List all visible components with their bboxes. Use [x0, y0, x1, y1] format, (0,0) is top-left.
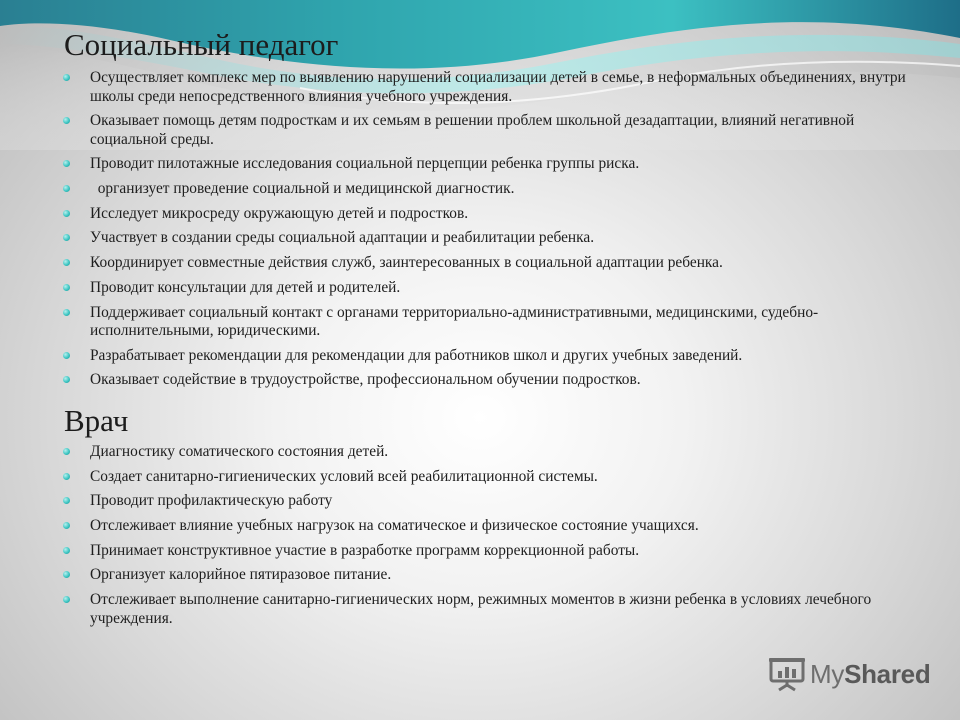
list-item-text: Проводит пилотажные исследования социальной перцепции ребенка группы риска.: [90, 155, 640, 173]
list-item-text: Осуществляет комплекс мер по выявлению нарушений социализации детей в семье, в неформальных объединениях, внутри школы среди непосредственного влияния учебного учреждения.: [90, 69, 906, 105]
bullet-icon: [63, 185, 70, 192]
list-item: [62, 566, 922, 585]
bullet-icon: [63, 497, 70, 504]
list-item: [62, 517, 922, 536]
bullet-icon: [63, 210, 70, 217]
watermark-brand-bold: Shared: [844, 658, 931, 689]
list-item-text: Оказывает помощь детям подросткам и их семьям в решении проблем школьной дезадаптации, влияний негативной социальной среды.: [90, 112, 855, 148]
bullet-icon: [63, 547, 70, 554]
bullet-icon: [63, 160, 70, 167]
bullet-icon: [63, 352, 70, 359]
list-item-text: Разрабатывает рекомендации для рекомендации для работников школ и других учебных заведений.: [90, 346, 743, 364]
bullet-icon: [63, 473, 70, 480]
bullet-icon: [63, 284, 70, 291]
list-item-text: Создает санитарно-гигиенических условий всей реабилитационной системы.: [90, 467, 598, 485]
section-title-social-pedagogue: Социальный педагог: [64, 27, 339, 62]
list-item: [62, 155, 922, 174]
watermark-brand-light: My: [810, 658, 845, 689]
bullet-icon: [63, 74, 70, 81]
myshared-watermark: [768, 656, 930, 692]
list-item-text: Организует калорийное пятиразовое питание.: [90, 566, 392, 584]
bullet-icon: [63, 234, 70, 241]
list-item: [62, 492, 922, 511]
bullet-icon: [63, 448, 70, 455]
list-item: [62, 254, 922, 273]
list-item-text: Проводит профилактическую работу: [90, 492, 333, 510]
list-item-text: Принимает конструктивное участие в разработке программ коррекционной работы.: [90, 541, 640, 559]
list-item-text: Координирует совместные действия служб, заинтересованных в социальной адаптации ребенка.: [90, 254, 723, 272]
bullet-icon: [63, 522, 70, 529]
bullet-icon: [63, 571, 70, 578]
list-item: [62, 229, 922, 248]
bullet-icon: [63, 596, 70, 603]
doctor-duties-list: [62, 443, 922, 634]
list-item: [62, 542, 922, 561]
list-item-text: Поддерживает социальный контакт с органами территориально-административными, медицинскими, судебно-исполнительными, юридическими.: [90, 303, 819, 339]
list-item-text: Диагностику соматического состояния детей.: [90, 443, 389, 460]
list-item: [62, 468, 922, 487]
presentation-board-icon: [768, 656, 806, 692]
section-title-doctor: Врач: [64, 403, 129, 438]
list-item-text: Проводит консультации для детей и родителей.: [90, 278, 401, 296]
list-item: [62, 112, 922, 149]
list-item: [62, 304, 922, 341]
list-item-text: Отслеживает влияние учебных нагрузок на соматическое и физическое состояние учащихся.: [90, 517, 699, 535]
list-item: [62, 180, 922, 199]
list-item: [62, 347, 922, 366]
list-item-text: Участвует в создании среды социальной адаптации и реабилитации ребенка.: [90, 229, 595, 247]
list-item-text: Отслеживает выполнение санитарно-гигиенических норм, режимных моментов в жизни ребенка в условиях лечебного учреждения.: [90, 591, 872, 627]
bullet-icon: [63, 117, 70, 124]
list-item: [62, 279, 922, 298]
list-item-text: организует проведение социальной и медицинской диагностик.: [90, 180, 515, 198]
list-item: [62, 69, 922, 106]
list-item-text: Исследует микросреду окружающую детей и подростков.: [90, 204, 469, 222]
list-item: [62, 205, 922, 224]
list-item-text: Оказывает содействие в трудоустройстве, профессиональном обучении подростков.: [90, 371, 641, 389]
bullet-icon: [63, 376, 70, 383]
social-pedagogue-duties-list: [62, 69, 922, 396]
bullet-icon: [63, 259, 70, 266]
list-item: [62, 443, 922, 462]
watermark-text: [810, 659, 930, 690]
bullet-icon: [63, 309, 70, 316]
list-item: [62, 371, 922, 390]
list-item: [62, 591, 922, 628]
